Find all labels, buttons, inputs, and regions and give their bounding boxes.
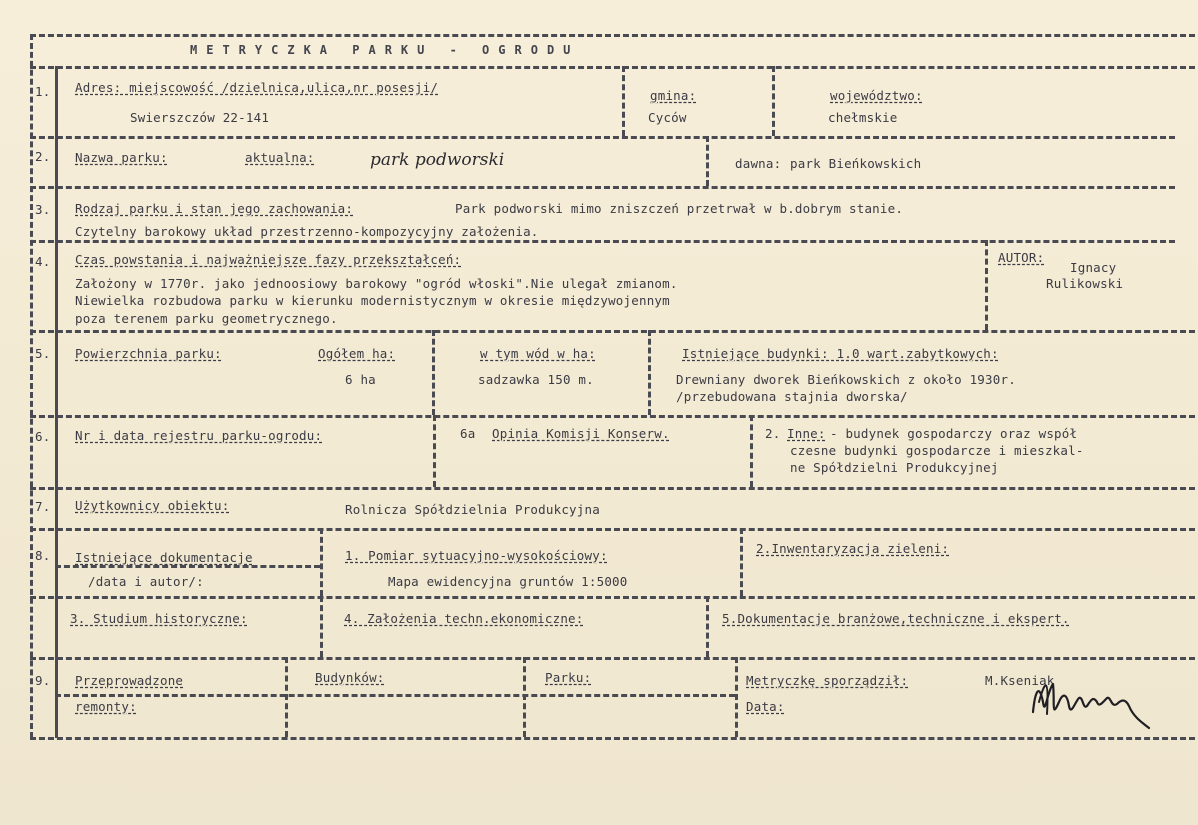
r1-address-label: Adres: miejscowość /dzielnica,ulica,nr posesji/ bbox=[75, 80, 439, 95]
r2-number: 2. bbox=[35, 149, 51, 164]
r9-data-label: Data: bbox=[746, 699, 785, 714]
form-title: METRYCZKA PARKU - OGRODU bbox=[190, 43, 580, 57]
r9-div-c bbox=[735, 657, 738, 737]
r4-div bbox=[985, 240, 988, 330]
r1-woj-value: chełmskie bbox=[828, 110, 898, 125]
r5-budynki-line1: Drewniany dworek Bieńkowskich z około 1930r. bbox=[676, 372, 1016, 387]
r4-line2: Niewielka rozbudowa parku w kierunku modernistycznym w okresie międzywojennym bbox=[75, 293, 670, 308]
r9-label2: remonty: bbox=[75, 699, 137, 714]
r8-dokumentacje-label: 5.Dokumentacje branżowe,techniczne i ekspert. bbox=[722, 611, 1070, 626]
rule-after-r1 bbox=[30, 136, 1175, 139]
r5-div-a bbox=[432, 330, 435, 415]
r4-autor-line1: Ignacy bbox=[1070, 260, 1117, 275]
r5-number: 5. bbox=[35, 346, 51, 361]
r1-address-value: Swierszczów 22-141 bbox=[130, 110, 270, 125]
r9-div-b bbox=[523, 657, 526, 737]
r2-dawna-label: dawna: bbox=[735, 156, 782, 171]
r8b-div-a bbox=[320, 596, 323, 657]
r2-div bbox=[706, 136, 709, 186]
rule-after-r4 bbox=[30, 330, 1195, 333]
r5-wod-label: w tym wód w ha: bbox=[480, 346, 596, 361]
r2-dawna-value: park Bieńkowskich bbox=[790, 156, 922, 171]
r8-zalozenia-label: 4. Założenia techn.ekonomiczne: bbox=[344, 611, 584, 626]
r2-label: Nazwa parku: bbox=[75, 150, 168, 165]
r9-sporzadzil-label: Metryczkę sporządził: bbox=[746, 673, 909, 688]
r4-autor-label: AUTOR: bbox=[998, 250, 1045, 265]
r1-gmina-value: Cyców bbox=[648, 110, 687, 125]
r6-div-a bbox=[433, 415, 436, 487]
r6-label: Nr i data rejestru parku-ogrodu: bbox=[75, 428, 323, 443]
r1-div-a bbox=[622, 66, 625, 136]
number-column bbox=[55, 66, 58, 738]
r8-studium-label: 3. Studium historyczne: bbox=[70, 611, 248, 626]
rule-after-r3 bbox=[30, 240, 1175, 243]
r6-inne-label: Inne: bbox=[787, 426, 826, 441]
r6-inne-line2: czesne budynki gospodarcze i mieszkal- bbox=[790, 443, 1084, 458]
r6-opinia-label: Opinia Komisji Konserw. bbox=[492, 426, 670, 441]
r8-div-a bbox=[320, 528, 323, 596]
r8-div-b bbox=[740, 528, 743, 596]
r7-value: Rolnicza Spółdzielnia Produkcyjna bbox=[345, 502, 600, 517]
r3-line2: Czytelny barokowy układ przestrzenno-kompozycyjny założenia. bbox=[75, 224, 539, 239]
r9-parku-label: Parku: bbox=[545, 670, 592, 685]
r4-label: Czas powstania i najważniejsze fazy przekształceń: bbox=[75, 252, 462, 267]
rule-after-r7 bbox=[30, 528, 1195, 531]
signature-mark bbox=[1025, 672, 1155, 732]
r5-div-b bbox=[648, 330, 651, 415]
left-border bbox=[30, 34, 33, 738]
r4-number: 4. bbox=[35, 254, 51, 269]
rule-after-r5 bbox=[30, 415, 1195, 418]
r8-label: Istniejące dokumentacje bbox=[75, 550, 253, 565]
r5-label: Powierzchnia parku: bbox=[75, 346, 222, 361]
r6-inne-number: 2. bbox=[765, 426, 781, 441]
r3-line1: Park podworski mimo zniszczeń przetrwał w b.dobrym stanie. bbox=[455, 201, 904, 216]
r1-div-b bbox=[772, 66, 775, 136]
r5-budynki-line2: /przebudowana stajnia dworska/ bbox=[676, 389, 908, 404]
r8-number: 8. bbox=[35, 548, 51, 563]
r4-line1: Założony w 1770r. jako jednoosiowy barokowy "ogród włoski".Nie ulegał zmianom. bbox=[75, 276, 678, 291]
r1-number: 1. bbox=[35, 84, 51, 99]
r6-div-b bbox=[750, 415, 753, 487]
rule-r9-mid bbox=[55, 694, 735, 697]
r5-wod-value: sadzawka 150 m. bbox=[478, 372, 594, 387]
rule-after-r8 bbox=[30, 596, 1195, 599]
r5-ogolem-value: 6 ha bbox=[345, 372, 376, 387]
r9-div-a bbox=[285, 657, 288, 737]
rule-bottom bbox=[30, 737, 1195, 740]
rule-after-r2 bbox=[30, 186, 1175, 189]
r6-inne-line1: - budynek gospodarczy oraz współ bbox=[830, 426, 1078, 441]
r5-budynki-label: Istniejące budynki: 1.0 wart.zabytkowych: bbox=[682, 346, 999, 361]
r6-opinia-number: 6a bbox=[460, 426, 476, 441]
r1-gmina-label: gmina: bbox=[650, 88, 697, 103]
r7-number: 7. bbox=[35, 499, 51, 514]
rule-after-r6 bbox=[30, 487, 1195, 490]
r4-line3: poza terenem parku geometrycznego. bbox=[75, 311, 338, 326]
r8-pomiar-label: 1. Pomiar sytuacyjno-wysokościowy: bbox=[345, 548, 608, 563]
r8-label2: /data i autor/: bbox=[88, 574, 204, 589]
r9-budynkow-label: Budynków: bbox=[315, 670, 385, 685]
r9-sporzadzil-value: M.Kseniak bbox=[985, 673, 1055, 688]
rule-top bbox=[30, 34, 1195, 37]
r3-number: 3. bbox=[35, 202, 51, 217]
rule-after-r8b bbox=[30, 657, 1195, 660]
r8-pomiar-value: Mapa ewidencyjna gruntów 1:5000 bbox=[388, 574, 628, 589]
r4-autor-line2: Rulikowski bbox=[1046, 276, 1124, 291]
r6-inne-line3: ne Spółdzielni Produkcyjnej bbox=[790, 460, 999, 475]
r2-aktualna-handwritten: park podworski bbox=[370, 150, 505, 170]
r1-woj-label: województwo: bbox=[830, 88, 923, 103]
r6-number: 6. bbox=[35, 429, 51, 444]
r5-ogolem-label: Ogółem ha: bbox=[318, 346, 396, 361]
r9-label1: Przeprowadzone bbox=[75, 673, 184, 688]
rule-after-title bbox=[30, 66, 1195, 69]
r9-number: 9. bbox=[35, 673, 51, 688]
r8-inwentaryzacja-label: 2.Inwentaryzacja zieleni: bbox=[756, 541, 950, 556]
r7-label: Użytkownicy obiektu: bbox=[75, 498, 230, 513]
r2-aktualna-label: aktualna: bbox=[245, 150, 315, 165]
r8b-div-b bbox=[706, 596, 709, 657]
r3-label: Rodzaj parku i stan jego zachowania: bbox=[75, 201, 354, 216]
